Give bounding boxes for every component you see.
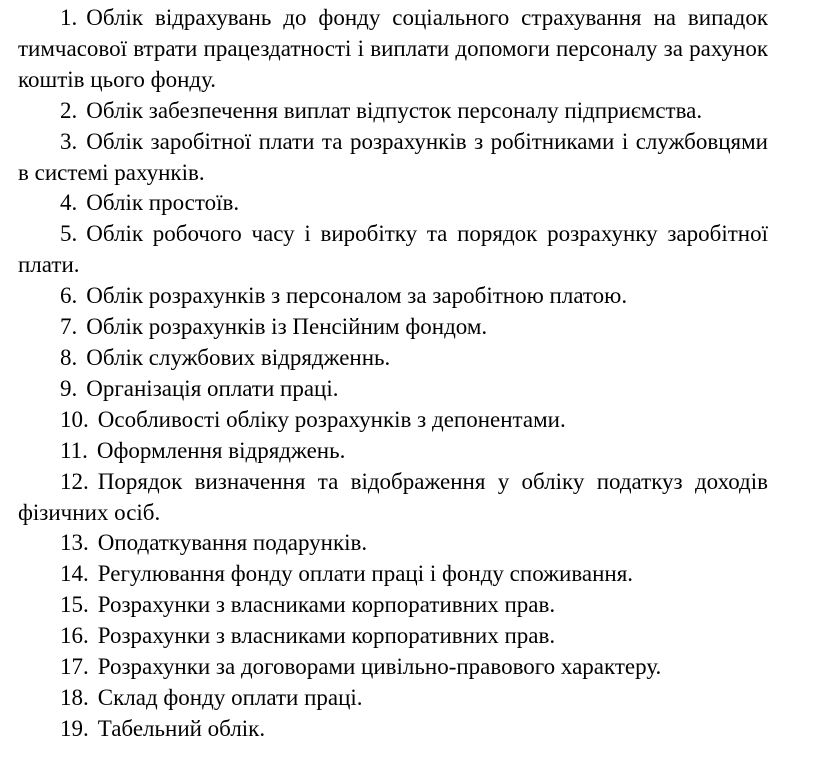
topic-item: [18, 188, 768, 219]
topic-text: Облік відрахувань до фонду соціального страхування на випадок тимчасової втрати працездатності і виплати допомоги персоналу за рахунок коштів цього фонду.: [18, 5, 768, 92]
topic-number: 15.: [60, 592, 89, 618]
topic-number: 11.: [60, 437, 88, 463]
topic-number: 19.: [60, 715, 89, 741]
topic-text: Розрахунки з власниками корпоративних прав.: [97, 623, 556, 649]
topic-text: Облік забезпечення виплат відпусток персоналу підприємства.: [86, 97, 703, 123]
topic-text: Облік розрахунків з персоналом за заробітною платою.: [86, 283, 628, 309]
topic-number: 8.: [60, 344, 78, 370]
topic-number: 18.: [60, 684, 89, 710]
topic-number: 1.: [60, 5, 78, 30]
topic-item: [18, 96, 768, 127]
topic-number: 2.: [60, 97, 78, 123]
topic-item: [18, 683, 768, 714]
topic-list: [18, 3, 768, 745]
topic-number: 5.: [60, 221, 78, 247]
topic-number: 9.: [60, 375, 78, 401]
topic-text: Облік робочого часу і виробітку та порядок розрахунку заробітної плати.: [18, 221, 768, 278]
topic-text: Організація оплати праці.: [86, 375, 339, 401]
topic-text: Порядок визначення та відображення у обліку податкуз доходів фізичних осіб.: [18, 468, 768, 525]
topic-item: [18, 405, 768, 436]
topic-number: 14.: [60, 561, 89, 587]
topic-item: [18, 590, 768, 621]
topic-number: 6.: [60, 283, 78, 309]
topic-text: Оформлення відряджень.: [96, 437, 346, 463]
topic-item: [18, 219, 768, 281]
topic-text: Склад фонду оплати праці.: [97, 684, 363, 710]
topic-item: [18, 374, 768, 405]
topic-text: Облік розрахунків із Пенсійним фондом.: [86, 314, 488, 340]
topic-item: [18, 652, 768, 683]
topic-number: 3.: [60, 128, 78, 154]
topic-item: [18, 3, 768, 96]
topic-text: Розрахунки з власниками корпоративних прав.: [97, 592, 556, 618]
topic-item: [18, 467, 768, 529]
topic-text: Розрахунки за договорами цивільно-правового характеру.: [97, 654, 662, 680]
topic-item: [18, 436, 768, 467]
topic-text: Облік службових відрядженнь.: [86, 344, 391, 370]
topic-text: Облік заробітної плати та розрахунків з робітниками і службовцями в системі рахунків.: [18, 128, 768, 185]
topic-number: 13.: [60, 530, 89, 556]
topic-item: [18, 621, 768, 652]
topic-item: [18, 528, 768, 559]
topic-number: 12.: [60, 468, 89, 494]
topic-item: [18, 127, 768, 189]
topic-item: [18, 559, 768, 590]
topic-number: 4.: [60, 190, 78, 216]
topic-item: [18, 312, 768, 343]
topic-text: Табельний облік.: [97, 715, 266, 741]
topic-item: [18, 714, 768, 745]
topic-item: [18, 343, 768, 374]
topic-number: 17.: [60, 654, 89, 680]
topic-text: Регулювання фонду оплати праці і фонду споживання.: [97, 561, 634, 587]
topic-number: 10.: [60, 406, 89, 432]
topic-text: Облік простоїв.: [86, 190, 240, 216]
topic-text: Особливості обліку розрахунків з депонентами.: [97, 406, 566, 432]
topic-item: [18, 281, 768, 312]
topic-number: 7.: [60, 314, 78, 340]
topic-number: 16.: [60, 623, 89, 649]
topic-text: Оподаткування подарунків.: [97, 530, 368, 556]
